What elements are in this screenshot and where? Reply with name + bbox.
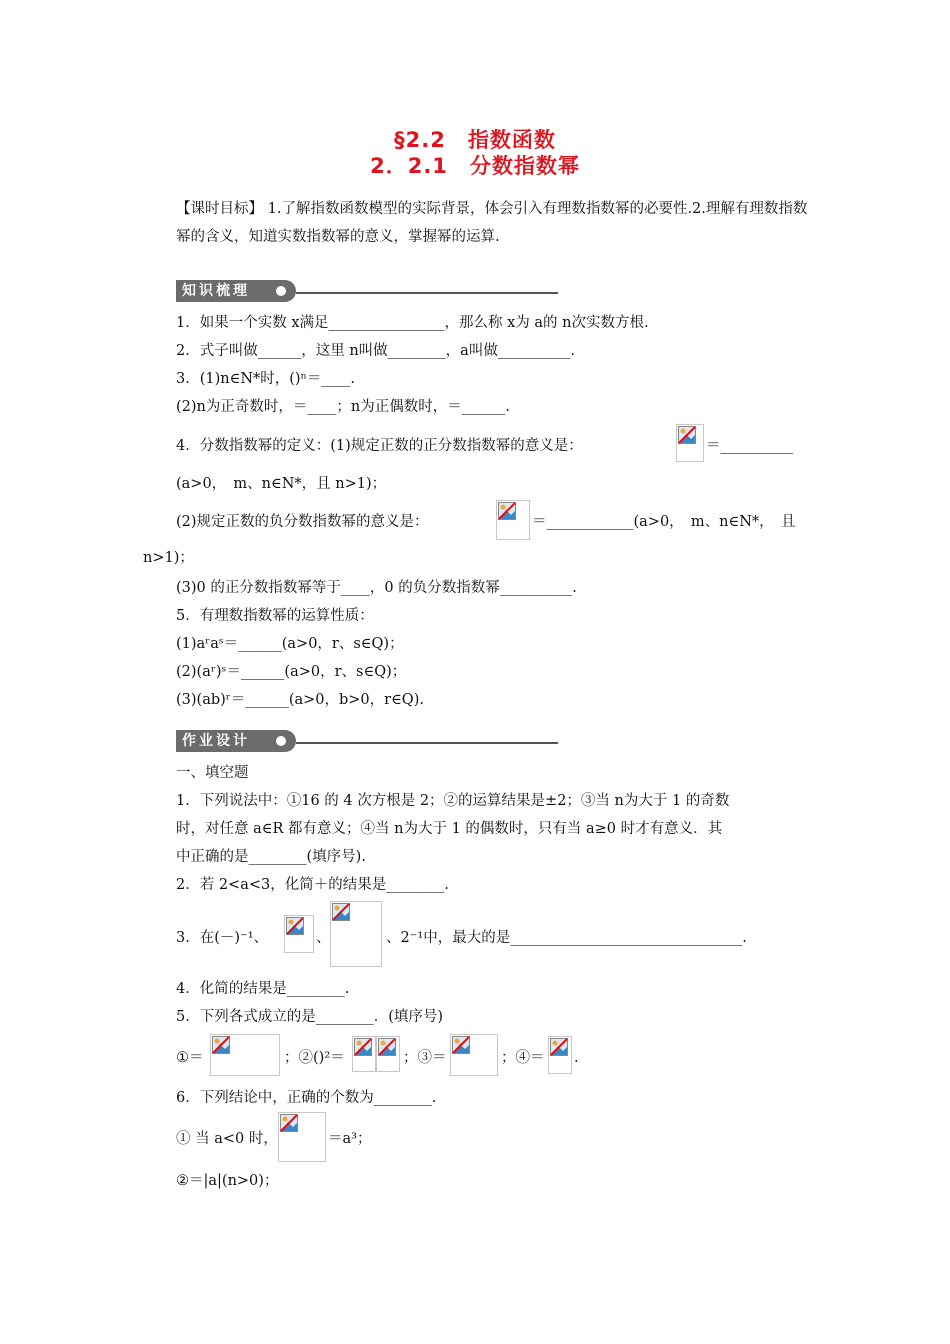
homework-line: 4．化简的结果是________. xyxy=(176,981,350,997)
review-line: (3)0 的正分数指数幂等于____，0 的负分数指数幂__________. xyxy=(176,580,577,596)
divider xyxy=(296,292,558,294)
formula-image xyxy=(284,915,314,953)
goal-tag: 【课时目标】 xyxy=(176,201,263,217)
image-placeholder-icon xyxy=(498,502,516,520)
homework-line: 、2⁻¹中，最大的是________________________________. xyxy=(386,930,747,946)
circle-icon xyxy=(276,736,286,746)
homework-line: 时，对任意 a∈R 都有意义；④当 n为大于 1 的偶数时，只有当 a≥0 时才有意义．其 xyxy=(176,821,723,837)
formula-image xyxy=(676,424,704,462)
homework-line: . xyxy=(574,1050,579,1066)
formula-image xyxy=(352,1036,376,1072)
homework-line: 2．若 2<a<3，化简＋的结果是________. xyxy=(176,877,449,893)
formula-image xyxy=(450,1034,498,1076)
image-placeholder-icon xyxy=(286,917,304,935)
review-line: 4．分数指数幂的定义：(1)规定正数的正分数指数幂的意义是： xyxy=(176,438,583,454)
review-line: (1)aʳaˢ＝______(a>0，r、s∈Q)； xyxy=(176,636,404,652)
lesson-goal xyxy=(176,195,816,251)
image-placeholder-icon xyxy=(212,1036,230,1054)
homework-line: ②＝|a|(n>0)； xyxy=(176,1173,279,1189)
review-line: (2)规定正数的负分数指数幂的意义是： xyxy=(176,514,429,530)
formula-image xyxy=(548,1036,572,1074)
subsection-title: 2．2.1 分数指数幂 xyxy=(370,154,580,178)
review-line: ＝____________(a>0， m、n∈N*， 且 xyxy=(532,514,796,530)
image-placeholder-icon xyxy=(280,1114,298,1132)
formula-image xyxy=(278,1112,326,1162)
review-line: (a>0， m、n∈N*，且 n>1)； xyxy=(176,476,387,492)
homework-line: ；②()²＝ xyxy=(284,1050,345,1066)
review-line: 3．(1)n∈N*时，()ⁿ＝____. xyxy=(176,371,355,387)
formula-image xyxy=(330,901,382,967)
homework-line: 5．下列各式成立的是________．(填序号) xyxy=(176,1009,444,1025)
homework-line: 1．下列说法中：①16 的 4 次方根是 2；②的运算结果是±2；③当 n为大于 1 的奇数 xyxy=(176,793,730,809)
section-title: §2.2 指数函数 xyxy=(394,128,556,152)
image-placeholder-icon xyxy=(332,903,350,921)
homework-line: ①＝ xyxy=(176,1050,204,1066)
review-line: (2)n为正奇数时，＝____；n为正偶数时，＝______. xyxy=(176,399,510,415)
formula-image xyxy=(496,500,530,540)
homework-line: ；④＝ xyxy=(501,1050,545,1066)
formula-image xyxy=(376,1036,400,1072)
section-label-homework: 作业设计 xyxy=(176,730,296,752)
homework-line: ；③＝ xyxy=(403,1050,447,1066)
review-line: 2．式子叫做______，这里 n叫做________，a叫做__________. xyxy=(176,343,575,359)
formula-image xyxy=(210,1034,280,1076)
image-placeholder-icon xyxy=(452,1036,470,1054)
goal-text: 1.了解指数函数模型的实际背景，体会引入有理数指数幂的必要性.2.理解有理数指数幂的含义，知道实数指数幂的意义，掌握幂的运算. xyxy=(176,201,808,245)
homework-line: ＝a³； xyxy=(328,1131,372,1147)
review-line: n>1)； xyxy=(143,550,194,566)
review-line: (2)(aʳ)ˢ＝______(a>0，r、s∈Q)； xyxy=(176,664,407,680)
review-line: ＝__________ xyxy=(706,438,793,454)
image-placeholder-icon xyxy=(678,426,696,444)
homework-line: 一、填空题 xyxy=(176,765,249,781)
homework-line: 、 xyxy=(316,930,331,946)
divider xyxy=(296,742,558,744)
review-line: 1．如果一个实数 x满足________________，那么称 x为 a的 n次实数方根. xyxy=(176,315,649,331)
section-label-review: 知识梳理 xyxy=(176,280,296,302)
image-placeholder-icon xyxy=(550,1038,568,1056)
image-placeholder-icon xyxy=(354,1038,372,1056)
circle-icon xyxy=(276,286,286,296)
homework-line: 6．下列结论中，正确的个数为________. xyxy=(176,1090,437,1106)
homework-line: 中正确的是________(填序号). xyxy=(176,849,366,865)
homework-line: 3．在(－)⁻¹、 xyxy=(176,930,269,946)
review-line: (3)(ab)ʳ＝______(a>0，b>0，r∈Q). xyxy=(176,692,424,708)
homework-line: ① 当 a<0 时， xyxy=(176,1131,278,1147)
image-placeholder-icon xyxy=(378,1038,396,1056)
review-line: 5．有理数指数幂的运算性质： xyxy=(176,608,374,624)
